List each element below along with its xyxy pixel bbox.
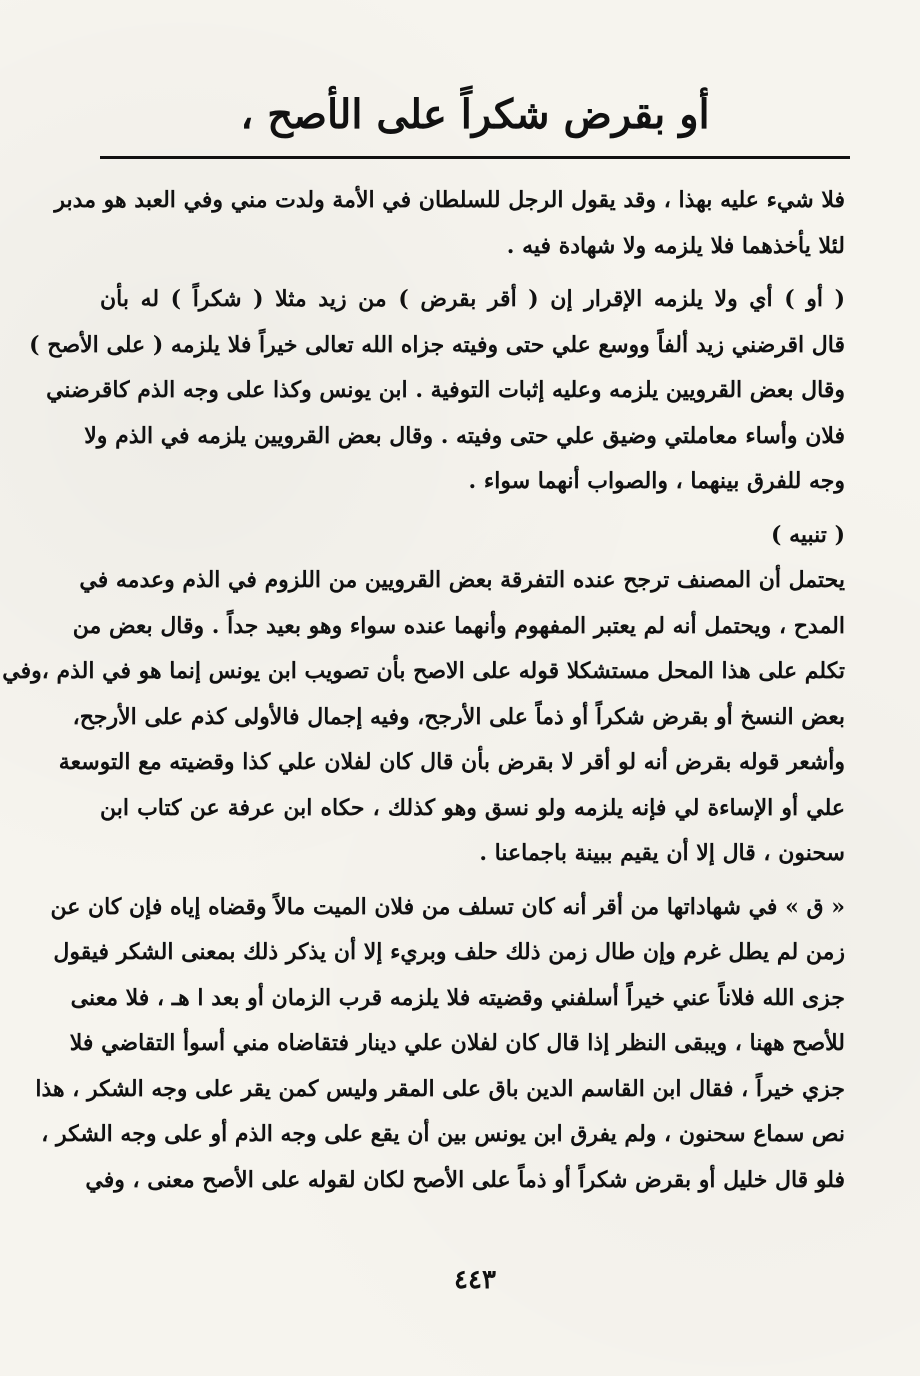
text-line: فلان وأساء معاملتي وضيق علي حتى وفيته . وقال بعض القرويين يلزمه في الذم ولا <box>84 422 845 449</box>
text-line: جزي خيراً ، فقال ابن القاسم الدين باق على المقر وليس كمن يقر على وجه الشكر ، هذا <box>35 1075 845 1102</box>
text-line: قال اقرضني زيد ألفاً ووسع علي حتى وفيته جزاه الله تعالى خيراً فلا يلزمه ( على الأصح ) <box>29 331 845 358</box>
text-line: المدح ، ويحتمل أنه لم يعتبر المفهوم وأنهما عنده سواء وهو بعيد جداً . وقال بعض من <box>72 612 845 639</box>
section-heading: ( تنبيه ) <box>771 521 845 548</box>
paragraph-1 <box>54 178 845 269</box>
text-line: زمن لم يطل غرم وإن طال زمن ذلك حلف وبريء إلا أن يذكر ذلك بمعنى الشكر فيقول <box>53 939 845 965</box>
paragraph-3 <box>2 558 845 877</box>
running-title: أو بقرض شكراً على الأصح ، <box>240 91 710 138</box>
text-line: للأصح ههنا ، ويبقى النظر إذا قال كان لفلان علي دينار فتقاضاه مني أسوأ التقاضي فلا <box>69 1030 845 1056</box>
text-line: ( أو ) أي ولا يلزمه الإقرار إن ( أقر بقرض ) من زيد مثلا ( شكراً ) له بأن <box>100 286 845 312</box>
page-body <box>2 178 845 1203</box>
paragraph-gap <box>100 505 845 513</box>
text-line: بعض النسخ أو بقرض شكراً أو ذماً على الأرجح، وفيه إجمال فالأولى كذم على الأرجح، <box>72 703 845 730</box>
text-line: فلو قال خليل أو بقرض شكراً أو ذماً على الأصح لكان لقوله على الأصح معنى ، وفي <box>85 1166 845 1193</box>
page-number: ٤٤٣ <box>454 1265 496 1295</box>
text-line: جزى الله فلاناً عني خيراً أسلفني وقضيته فلا يلزمه قرب الزمان أو بعد ا هـ ، فلا معنى <box>70 984 845 1011</box>
text-line: سحنون ، قال إلا أن يقيم ببينة باجماعنا . <box>479 840 845 866</box>
text-line: وجه للفرق بينهما ، والصواب أنهما سواء . <box>468 468 845 494</box>
text-line: فلا شيء عليه بهذا ، وقد يقول الرجل للسلطان في الأمة ولدت مني وفي العبد هو مدبر <box>54 187 845 213</box>
paragraph-2 <box>29 277 845 505</box>
page-footer <box>100 1260 850 1300</box>
paragraph-4 <box>35 885 845 1204</box>
paragraph-gap <box>100 877 845 885</box>
text-line: يحتمل أن المصنف ترجح عنده التفرقة بعض القرويين من اللزوم في الذم وعدمه في <box>79 567 845 593</box>
header-rule <box>100 156 850 159</box>
text-line: علي أو الإساءة لي فإنه يلزمه ولو نسق وهو كذلك ، حكاه ابن عرفة عن كتاب ابن <box>100 794 845 821</box>
text-line: « ق » في شهاداتها من أقر أنه كان تسلف من فلان الميت مالاً وقضاه إياه فإن كان عن <box>50 893 845 920</box>
text-line: لئلا يأخذهما فلا يلزمه ولا شهادة فيه . <box>506 232 845 259</box>
page-header <box>100 78 850 152</box>
text-line: وقال بعض القرويين يلزمه وعليه إثبات التوفية . ابن يونس وكذا على وجه الذم كاقرضني <box>46 377 845 403</box>
text-line: نص سماع سحنون ، ولم يفرق ابن يونس بين أن يقع على وجه الذم أو على وجه الشكر ، <box>41 1121 845 1147</box>
text-line: وأشعر قوله بقرض أنه لو أقر لا بقرض بأن قال كان لفلان علي كذا وقضيته مع التوسعة <box>58 749 845 775</box>
text-line: تكلم على هذا المحل مستشكلا قوله على الاصح بأن تصويب ابن يونس إنما هو في الذم ،وفي <box>2 658 845 684</box>
paragraph-gap <box>100 269 845 277</box>
